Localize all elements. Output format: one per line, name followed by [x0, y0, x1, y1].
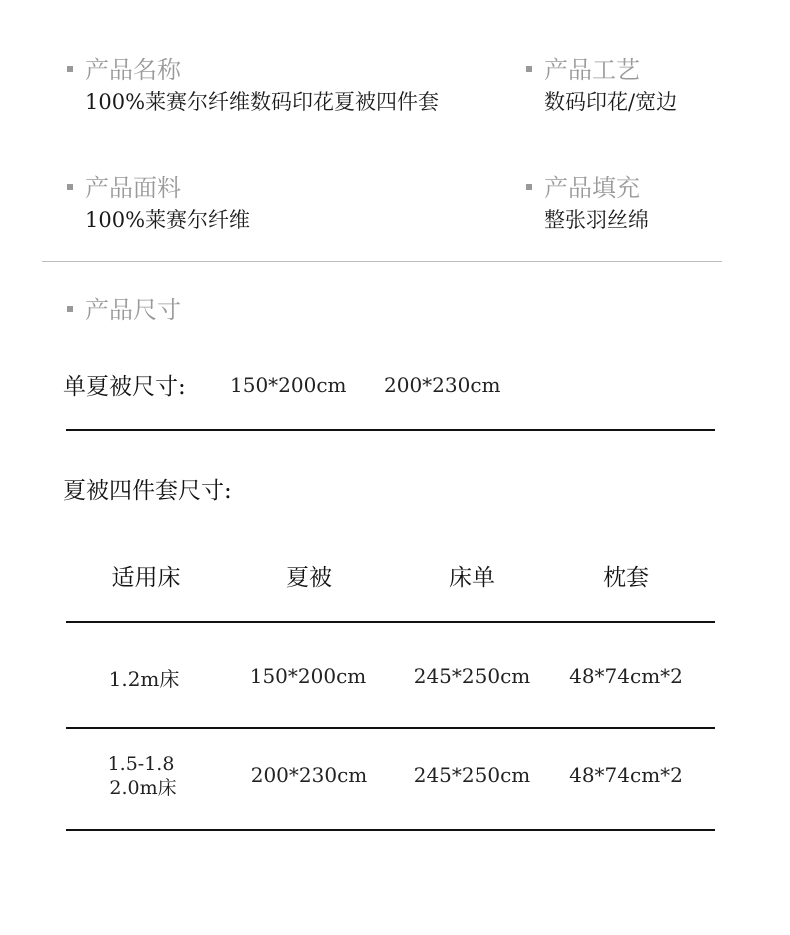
spec-label — [67, 174, 250, 202]
table-rule — [66, 621, 715, 623]
table-cell-sheet: 245*250cm — [413, 763, 531, 787]
bed-size-line: 1.5-1.8 — [107, 753, 175, 775]
table-header-bed: 适用床 — [111, 565, 181, 591]
table-rule — [66, 829, 715, 831]
spec-product-name — [67, 56, 439, 116]
spec-label — [526, 174, 649, 202]
table-header-sheet: 床单 — [449, 565, 495, 591]
bullet-icon — [526, 184, 532, 190]
single-quilt-size: 200*230cm — [384, 373, 501, 397]
table-cell-pillow: 48*74cm*2 — [569, 763, 683, 787]
spec-value: 100%莱赛尔纤维数码印花夏被四件套 — [85, 90, 440, 114]
spec-label — [67, 56, 439, 84]
single-quilt-size: 150*200cm — [230, 373, 347, 397]
spec-product-size — [67, 296, 181, 324]
table-cell-bed — [61, 752, 221, 800]
bed-size-line: 2.0m床 — [109, 777, 177, 799]
table-cell-quilt: 150*200cm — [249, 664, 367, 688]
table-cell-sheet: 245*250cm — [413, 664, 531, 688]
table-cell-quilt: 200*230cm — [250, 763, 368, 787]
section-divider — [42, 261, 722, 262]
table-rule — [66, 429, 715, 431]
spec-value: 数码印花/宽边 — [544, 90, 678, 114]
bullet-icon — [67, 66, 73, 72]
bullet-icon — [526, 66, 532, 72]
spec-label — [526, 56, 677, 84]
table-rule — [66, 727, 715, 729]
table-header-quilt: 夏被 — [286, 565, 332, 591]
spec-product-fabric — [67, 174, 250, 234]
spec-product-craft — [526, 56, 677, 116]
spec-label-text: 产品面料 — [85, 174, 181, 202]
bullet-icon — [67, 306, 73, 312]
spec-product-filling — [526, 174, 649, 234]
spec-label-text: 产品名称 — [85, 56, 181, 84]
four-piece-title: 夏被四件套尺寸: — [63, 478, 232, 504]
spec-label — [67, 296, 181, 324]
spec-value: 100%莱赛尔纤维 — [85, 208, 251, 232]
table-cell-bed: 1.2m床 — [108, 667, 180, 691]
table-cell-pillow: 48*74cm*2 — [569, 664, 683, 688]
table-header-pillow: 枕套 — [603, 565, 649, 591]
spec-label-text: 产品工艺 — [544, 56, 640, 84]
bullet-icon — [67, 184, 73, 190]
spec-label-text: 产品尺寸 — [85, 296, 181, 324]
spec-value: 整张羽丝绵 — [544, 208, 649, 232]
single-quilt-title: 单夏被尺寸: — [63, 374, 186, 400]
spec-label-text: 产品填充 — [544, 174, 640, 202]
